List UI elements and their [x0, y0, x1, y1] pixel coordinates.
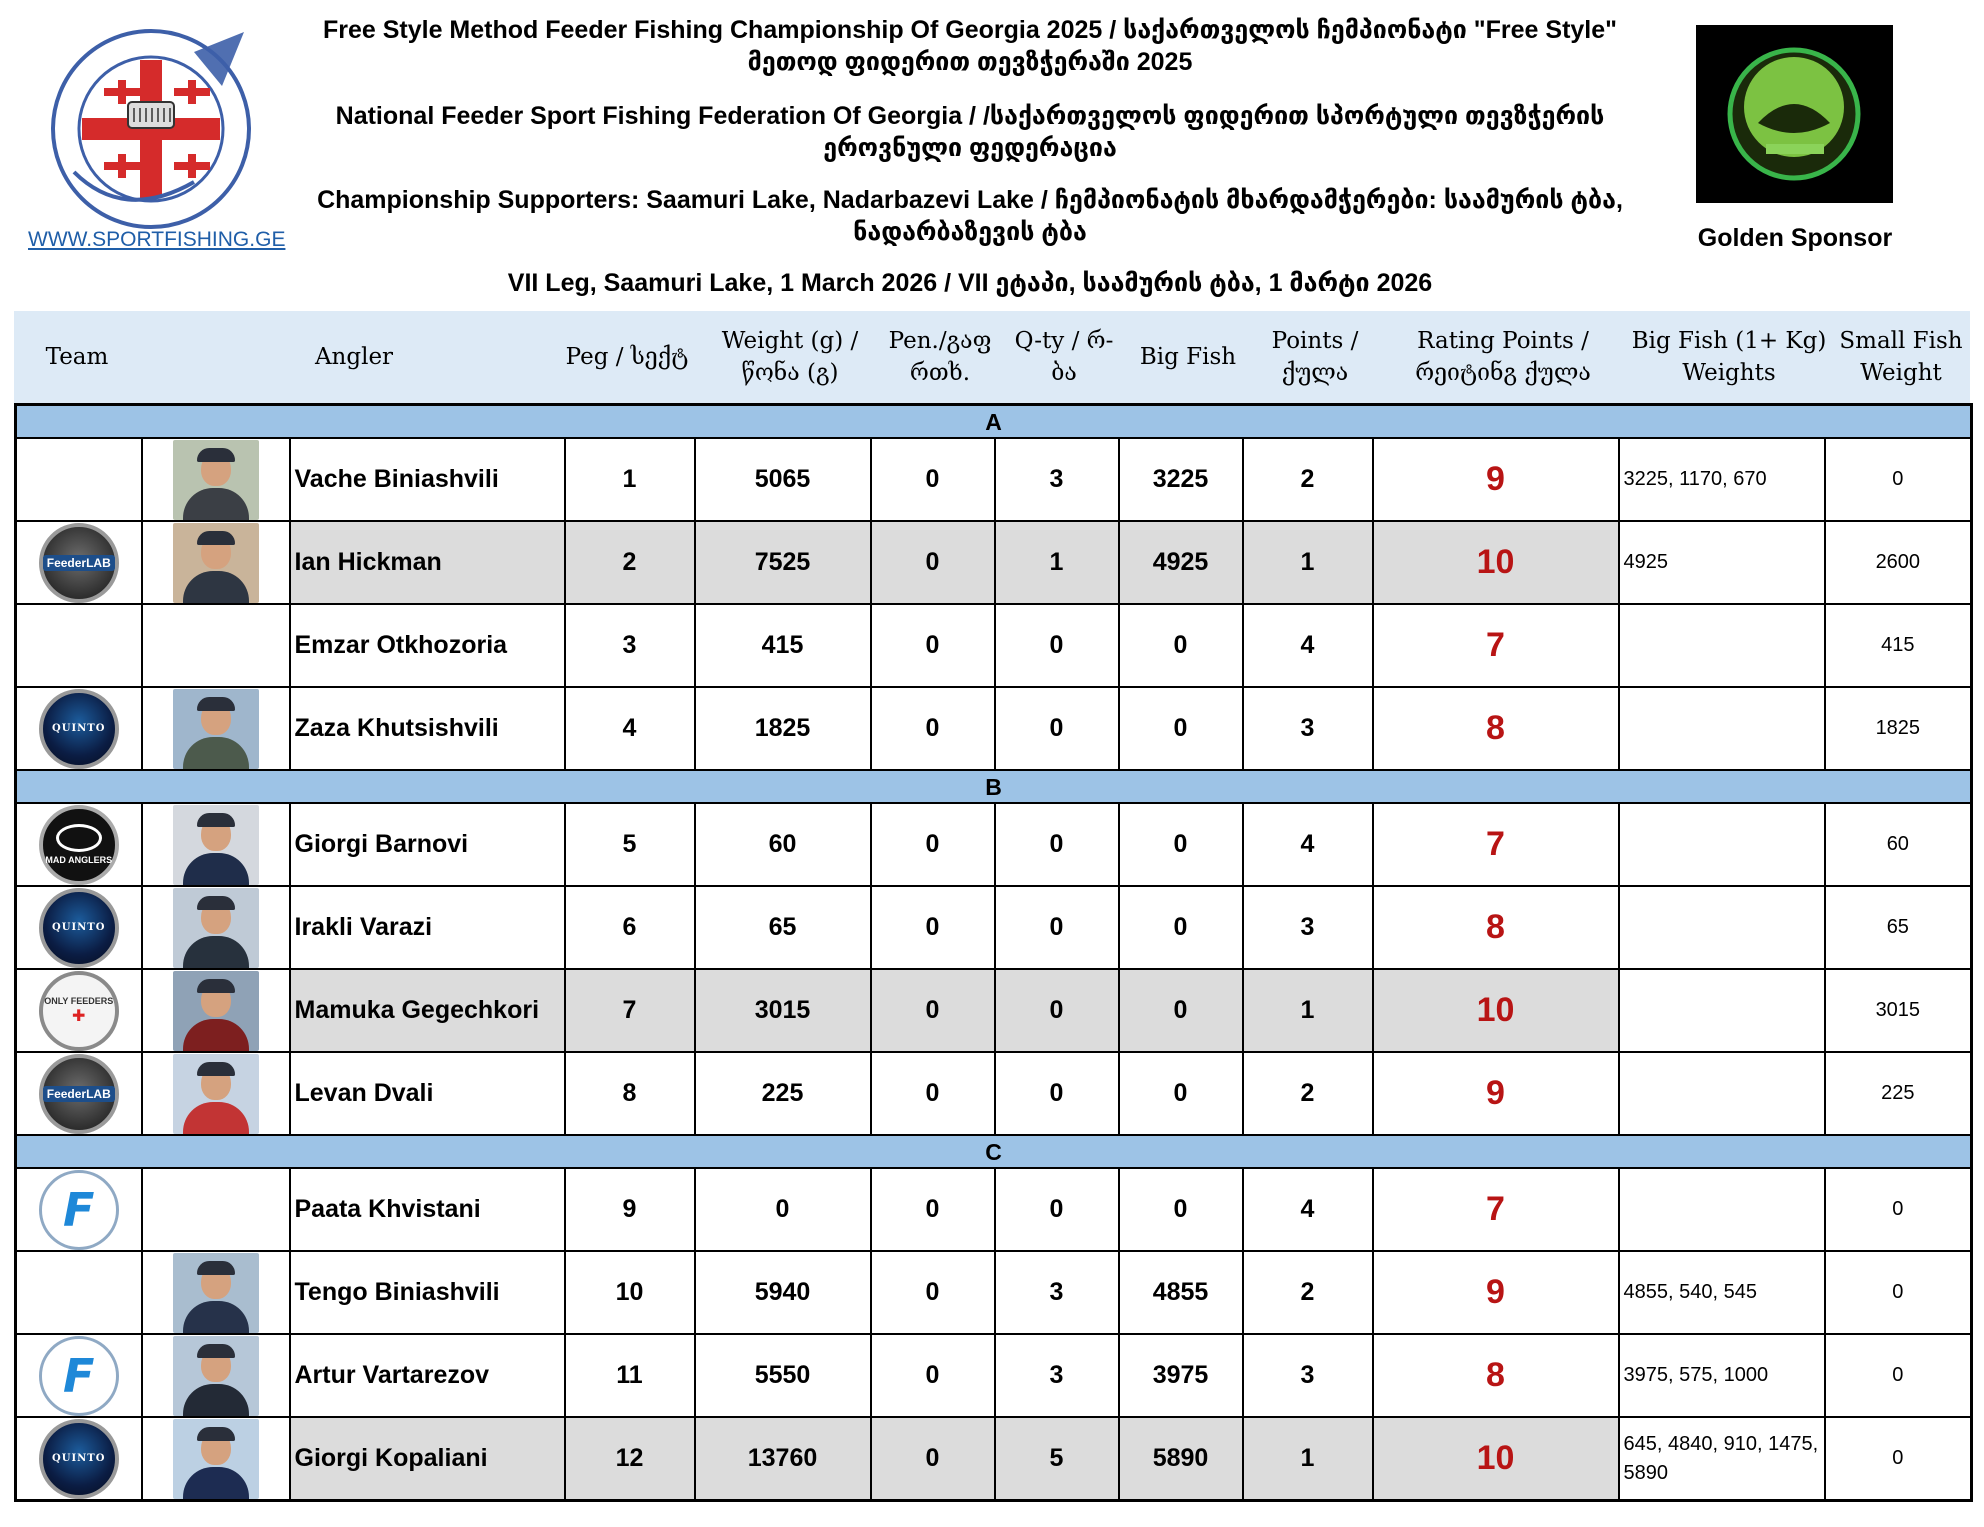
angler-photo	[173, 1253, 259, 1333]
big-fish-value: 0	[1119, 803, 1243, 886]
angler-row	[16, 803, 1972, 886]
mad-anglers-logo-icon: MAD ANGLERS	[39, 805, 119, 885]
big-fish-weights-value	[1619, 604, 1825, 687]
angler-name: Vache Biniashvili	[290, 438, 565, 521]
col-points: Points / ქულა	[1271, 328, 1359, 386]
fish-quantity: 0	[995, 969, 1119, 1052]
angler-name: Giorgi Kopaliani	[290, 1417, 565, 1501]
website-link[interactable]: WWW.SPORTFISHING.GE	[28, 228, 286, 251]
big-fish-weights-value: 4925	[1619, 521, 1825, 604]
angler-row	[16, 969, 1972, 1052]
big-fish-value: 0	[1119, 886, 1243, 969]
big-fish-weights-value	[1619, 969, 1825, 1052]
angler-name: Levan Dvali	[290, 1052, 565, 1135]
fish-quantity: 3	[995, 1251, 1119, 1334]
photo-cell	[142, 886, 290, 969]
big-fish-value: 0	[1119, 604, 1243, 687]
big-fish-weights-value	[1619, 687, 1825, 770]
big-fish-weights-value	[1619, 803, 1825, 886]
points-value: 2	[1243, 1251, 1373, 1334]
angler-name: Irakli Varazi	[290, 886, 565, 969]
points-value: 2	[1243, 1052, 1373, 1135]
angler-name: Emzar Otkhozoria	[290, 604, 565, 687]
quinto-logo-icon: QUINTO	[39, 1419, 119, 1499]
group-label: C	[16, 1135, 1972, 1168]
angler-row	[16, 1168, 1972, 1251]
team-logo-cell	[16, 1052, 142, 1135]
feederlab-logo-icon: FeederLAB	[39, 523, 119, 603]
photo-cell	[142, 803, 290, 886]
angler-photo	[173, 888, 259, 968]
big-fish-value: 0	[1119, 687, 1243, 770]
group-label: B	[16, 770, 1972, 803]
angler-row	[16, 1417, 1972, 1501]
angler-name: Tengo Biniashvili	[290, 1251, 565, 1334]
small-fish-weight-value: 0	[1825, 438, 1972, 521]
small-fish-weight-value: 415	[1825, 604, 1972, 687]
penalty-value: 0	[871, 803, 995, 886]
rating-points-value: 8	[1373, 687, 1619, 770]
peg-number: 8	[565, 1052, 695, 1135]
small-fish-weight-value: 0	[1825, 1168, 1972, 1251]
col-penalty: Pen./გაფ რთხ.	[888, 328, 992, 386]
peg-number: 4	[565, 687, 695, 770]
big-fish-value: 4855	[1119, 1251, 1243, 1334]
angler-row	[16, 521, 1972, 604]
rating-points-value: 10	[1373, 969, 1619, 1052]
col-big-fish: Big Fish	[1139, 344, 1237, 370]
angler-row	[16, 1052, 1972, 1135]
total-weight: 5550	[695, 1334, 871, 1417]
angler-photo	[173, 1419, 259, 1499]
peg-number: 6	[565, 886, 695, 969]
rating-points-value: 7	[1373, 604, 1619, 687]
photo-cell	[142, 1052, 290, 1135]
fish-quantity: 1	[995, 521, 1119, 604]
total-weight: 5940	[695, 1251, 871, 1334]
feederlab-logo-icon: FeederLAB	[39, 1054, 119, 1134]
angler-photo	[173, 440, 259, 520]
penalty-value: 0	[871, 1417, 995, 1501]
penalty-value: 0	[871, 969, 995, 1052]
angler-name: Zaza Khutsishvili	[290, 687, 565, 770]
big-fish-value: 3975	[1119, 1334, 1243, 1417]
photo-cell	[142, 1168, 290, 1251]
small-fish-weight-value: 3015	[1825, 969, 1972, 1052]
penalty-value: 0	[871, 438, 995, 521]
sponsor-caption: Golden Sponsor	[1697, 224, 1893, 252]
small-fish-weight-value: 1825	[1825, 687, 1972, 770]
angler-photo	[173, 689, 259, 769]
team-logo-cell	[16, 687, 142, 770]
penalty-value: 0	[871, 604, 995, 687]
team-logo-cell	[16, 604, 142, 687]
total-weight: 13760	[695, 1417, 871, 1501]
points-value: 1	[1243, 969, 1373, 1052]
big-fish-weights-value: 4855, 540, 545	[1619, 1251, 1825, 1334]
fish-quantity: 0	[995, 1168, 1119, 1251]
team-logo-cell	[16, 803, 142, 886]
angler-name: Artur Vartarezov	[290, 1334, 565, 1417]
col-peg: Peg / სექტ	[565, 344, 689, 370]
leg-title: VII Leg, Saamuri Lake, 1 March 2026 / VII ეტაპი, საამურის ტბა, 1 მარტი 2026	[507, 269, 1433, 297]
peg-number: 9	[565, 1168, 695, 1251]
angler-photo	[173, 805, 259, 885]
angler-row	[16, 438, 1972, 521]
penalty-value: 0	[871, 1334, 995, 1417]
peg-number: 5	[565, 803, 695, 886]
peg-number: 7	[565, 969, 695, 1052]
big-fish-weights-value	[1619, 886, 1825, 969]
federation-title: National Feeder Sport Fishing Federation Of Georgia / /საქართველოს ფიდერით სპორტული თევზჭერის ეროვნული ფედერაცია	[335, 102, 1605, 162]
big-fish-value: 0	[1119, 969, 1243, 1052]
points-value: 3	[1243, 886, 1373, 969]
angler-photo	[173, 523, 259, 603]
f-team-logo-icon: F	[39, 1170, 119, 1250]
group-label: A	[16, 405, 1972, 439]
angler-photo	[173, 971, 259, 1051]
rating-points-value: 10	[1373, 521, 1619, 604]
team-logo-cell	[16, 1251, 142, 1334]
small-fish-weight-value: 2600	[1825, 521, 1972, 604]
points-value: 3	[1243, 687, 1373, 770]
fish-quantity: 0	[995, 687, 1119, 770]
big-fish-value: 4925	[1119, 521, 1243, 604]
big-fish-value: 0	[1119, 1052, 1243, 1135]
big-fish-weights-value	[1619, 1168, 1825, 1251]
photo-cell	[142, 1251, 290, 1334]
photo-cell	[142, 969, 290, 1052]
photo-cell	[142, 521, 290, 604]
rating-points-value: 10	[1373, 1417, 1619, 1501]
big-fish-weights-value: 3975, 575, 1000	[1619, 1334, 1825, 1417]
total-weight: 7525	[695, 521, 871, 604]
penalty-value: 0	[871, 521, 995, 604]
rating-points-value: 9	[1373, 438, 1619, 521]
total-weight: 65	[695, 886, 871, 969]
penalty-value: 0	[871, 687, 995, 770]
peg-number: 1	[565, 438, 695, 521]
big-fish-value: 0	[1119, 1168, 1243, 1251]
team-logo-cell	[16, 1168, 142, 1251]
photo-cell	[142, 1334, 290, 1417]
angler-photo	[173, 1054, 259, 1134]
col-quantity: Q-ty / რ-ბა	[1014, 328, 1114, 386]
col-team: Team	[45, 344, 109, 370]
rating-points-value: 8	[1373, 886, 1619, 969]
small-fish-weight-value: 0	[1825, 1417, 1972, 1501]
small-fish-weight-value: 65	[1825, 886, 1972, 969]
big-fish-value: 5890	[1119, 1417, 1243, 1501]
only-feeders-logo-icon: ONLY FEEDERS ✚	[39, 971, 119, 1051]
results-table-header	[14, 311, 1970, 403]
rating-points-value: 7	[1373, 803, 1619, 886]
team-logo-cell	[16, 886, 142, 969]
points-value: 4	[1243, 604, 1373, 687]
rating-points-value: 9	[1373, 1251, 1619, 1334]
angler-row	[16, 886, 1972, 969]
small-fish-weight-value: 60	[1825, 803, 1972, 886]
angler-name: Paata Khvistani	[290, 1168, 565, 1251]
photo-cell	[142, 1417, 290, 1501]
angler-row	[16, 687, 1972, 770]
small-fish-weight-value: 0	[1825, 1334, 1972, 1417]
total-weight: 60	[695, 803, 871, 886]
big-fish-weights-value: 3225, 1170, 670	[1619, 438, 1825, 521]
peg-number: 10	[565, 1251, 695, 1334]
angler-row	[16, 1251, 1972, 1334]
total-weight: 225	[695, 1052, 871, 1135]
points-value: 2	[1243, 438, 1373, 521]
document-titles	[280, 10, 1660, 248]
big-fish-weights-value: 645, 4840, 910, 1475, 5890	[1619, 1417, 1825, 1501]
fish-quantity: 0	[995, 1052, 1119, 1135]
total-weight: 0	[695, 1168, 871, 1251]
f-team-logo-icon: F	[39, 1336, 119, 1416]
points-value: 3	[1243, 1334, 1373, 1417]
angler-row	[16, 604, 1972, 687]
photo-cell	[142, 604, 290, 687]
penalty-value: 0	[871, 1052, 995, 1135]
rating-points-value: 9	[1373, 1052, 1619, 1135]
team-logo-cell	[16, 521, 142, 604]
angler-photo	[173, 1336, 259, 1416]
col-big-fish-weights: Big Fish (1+ Kg) Weights	[1631, 328, 1827, 386]
quinto-logo-icon: QUINTO	[39, 888, 119, 968]
peg-number: 11	[565, 1334, 695, 1417]
team-logo-cell	[16, 1334, 142, 1417]
results-table	[14, 403, 1973, 1502]
group-header-row	[16, 770, 1972, 803]
penalty-value: 0	[871, 1168, 995, 1251]
sponsor-logo	[1696, 25, 1893, 203]
total-weight: 415	[695, 604, 871, 687]
small-fish-weight-value: 225	[1825, 1052, 1972, 1135]
col-small-fish-weight: Small Fish Weight	[1839, 328, 1963, 386]
big-fish-value: 3225	[1119, 438, 1243, 521]
team-logo-cell	[16, 1417, 142, 1501]
photo-cell	[142, 687, 290, 770]
penalty-value: 0	[871, 886, 995, 969]
fish-quantity: 5	[995, 1417, 1119, 1501]
photo-cell	[142, 438, 290, 521]
total-weight: 1825	[695, 687, 871, 770]
peg-number: 12	[565, 1417, 695, 1501]
championship-title: Free Style Method Feeder Fishing Championship Of Georgia 2025 / საქართველოს ჩემპიონატი "Free Style" მეთოდ ფიდერით თევზჭერაში 2025	[322, 16, 1618, 76]
federation-logo	[44, 22, 258, 236]
points-value: 4	[1243, 1168, 1373, 1251]
penalty-value: 0	[871, 1251, 995, 1334]
big-fish-weights-value	[1619, 1052, 1825, 1135]
group-header-row	[16, 405, 1972, 439]
quinto-logo-icon: QUINTO	[39, 689, 119, 769]
team-logo-cell	[16, 438, 142, 521]
col-weight: Weight (g) / წონა (გ)	[721, 328, 859, 386]
angler-name: Mamuka Gegechkori	[290, 969, 565, 1052]
small-fish-weight-value: 0	[1825, 1251, 1972, 1334]
angler-row	[16, 1334, 1972, 1417]
fish-quantity: 0	[995, 604, 1119, 687]
peg-number: 3	[565, 604, 695, 687]
rating-points-value: 7	[1373, 1168, 1619, 1251]
supporters-title: Championship Supporters: Saamuri Lake, Nadarbazevi Lake / ჩემპიონატის მხარდამჭერები: საამურის ტბა, ნადარბაზევის ტბა	[317, 186, 1623, 246]
angler-name: Ian Hickman	[290, 521, 565, 604]
points-value: 1	[1243, 1417, 1373, 1501]
rating-points-value: 8	[1373, 1334, 1619, 1417]
angler-name: Giorgi Barnovi	[290, 803, 565, 886]
col-angler: Angler	[314, 344, 394, 370]
fish-quantity: 3	[995, 438, 1119, 521]
group-header-row	[16, 1135, 1972, 1168]
points-value: 1	[1243, 521, 1373, 604]
total-weight: 5065	[695, 438, 871, 521]
total-weight: 3015	[695, 969, 871, 1052]
points-value: 4	[1243, 803, 1373, 886]
peg-number: 2	[565, 521, 695, 604]
col-rating-points: Rating Points / რეიტინგ ქულა	[1415, 328, 1591, 386]
fish-quantity: 3	[995, 1334, 1119, 1417]
fish-quantity: 0	[995, 886, 1119, 969]
team-logo-cell	[16, 969, 142, 1052]
fish-quantity: 0	[995, 803, 1119, 886]
